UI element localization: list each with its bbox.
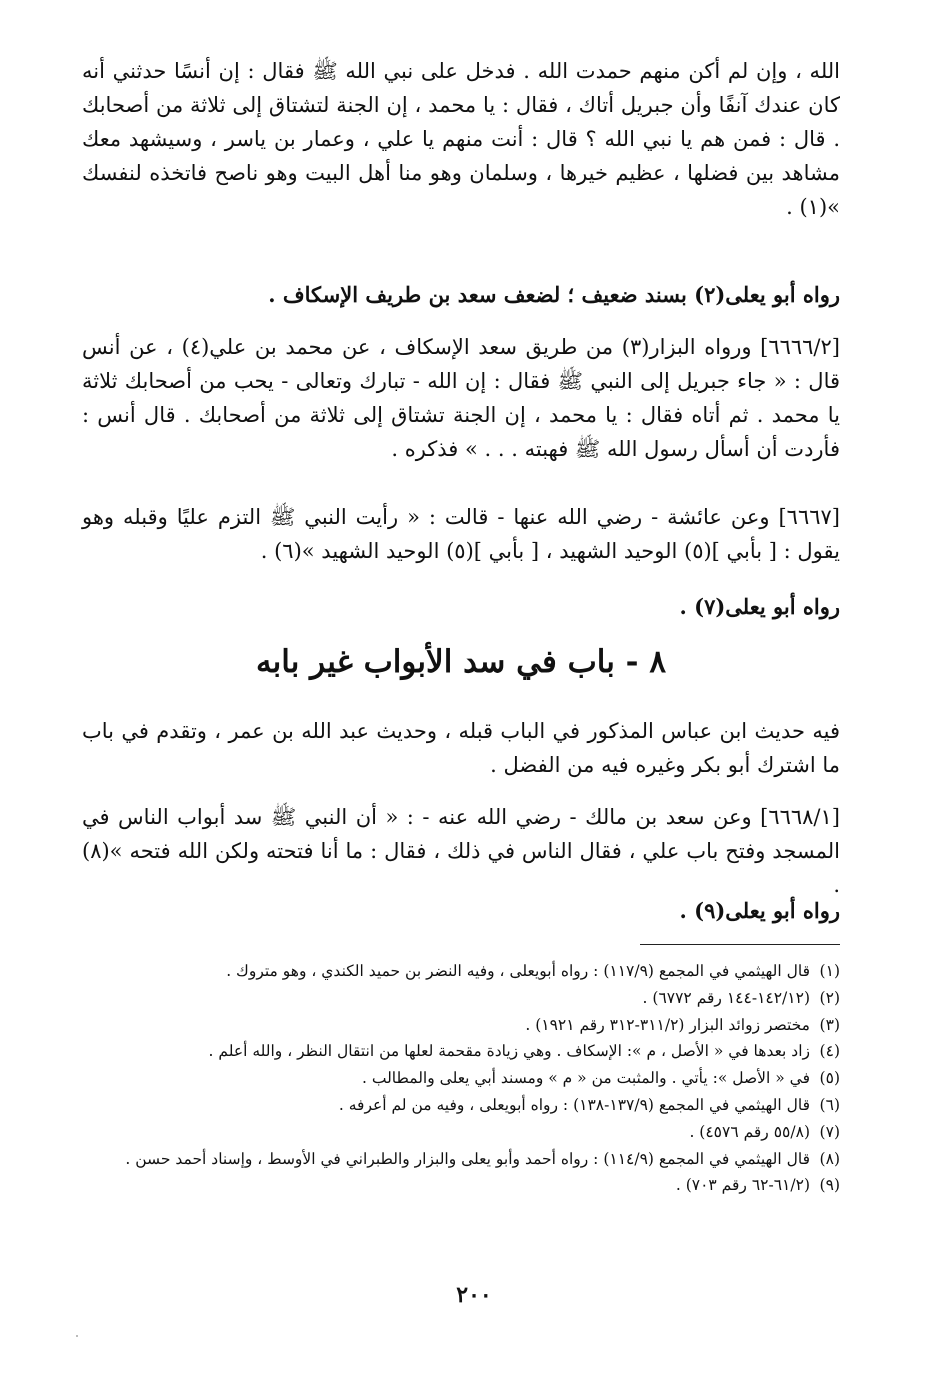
hadith-6667-text: [٦٦٦٧] وعن عائشة - رضي الله عنها - قالت : « رأيت النبي ﷺ التزم عليًا وقبله وهو يقول : [ بأبي ](٥) الوحيد الشهيد ، [ بأبي ](٥) الوحيد الشهيد »(٦) . [82, 505, 840, 563]
footnote-separator [640, 944, 840, 945]
footnote-text: قال الهيثمي في المجمع (١١٧/٩) : رواه أبويعلى ، وفيه النضر بن حميد الكندي ، وهو متروك . [226, 962, 810, 980]
footnote [82, 1065, 840, 1092]
footnote-text: (٦١/٢-٦٢ رقم ٧٠٣) . [675, 1176, 810, 1195]
footnote [82, 1146, 840, 1173]
footnote-number: (٩) [819, 1176, 840, 1195]
intro-text: الله ، وإن لم أكن منهم حمدت الله . فدخل على نبي الله ﷺ فقال : إن أنسًا حدثني أنه كان عندك آنفًا وأن جبريل أتاك ، فقال : يا محمد ، إن الجنة لتشتاق إلى ثلاثة من أصحابك . قال : فمن هم يا نبي الله ؟ قال : أنت منهم يا علي ، وعمار بن ياسر ، وسيشهد معك مشاهد بين فضلها ، عظيم خيرها ، وسلمان وهو منا أهل البيت وهو ناصح فاتخذه لنفسك »(١) . [82, 59, 840, 219]
attribution-1-text: رواه أبو يعلى(٢) بسند ضعيف ؛ لضعف سعد بن طريف الإسكاف . [268, 282, 840, 307]
footnote-text: في « الأصل »: يأتي . والمثبت من « م » ومسند أبي يعلى والمطالب . [362, 1069, 810, 1088]
footnote-number: (٤) [819, 1042, 840, 1061]
footnote-text: (١٤٢/١٢-١٤٤ رقم ٦٧٧٢) . [642, 988, 810, 1007]
hadith-6668-text: [٦٦٦٨/١] وعن سعد بن مالك - رضي الله عنه - : « أن النبي ﷺ سد أبواب الناس في المسجد وفتح باب علي ، فقال الناس في ذلك ، فقال : ما أنا فتحته ولكن الله فتحه »(٨) . [82, 805, 840, 897]
hadith-6666 [82, 330, 840, 466]
footnote-number: (٦) [819, 1095, 840, 1114]
attribution-3-text: رواه أبو يعلى(٩) . [679, 898, 840, 923]
page-number: ٢٠٠ [456, 1282, 492, 1308]
intro-paragraph [82, 54, 840, 224]
footnote [82, 985, 840, 1012]
footnote-number: (١) [819, 962, 840, 980]
footnote [82, 1119, 840, 1146]
footnote [82, 1012, 840, 1039]
footnote-number: (٣) [819, 1015, 840, 1034]
scan-speck [76, 1335, 78, 1337]
chapter-intro-text: فيه حديث ابن عباس المذكور في الباب قبله ، وحديث عبد الله بن عمر ، وتقدم في باب ما اشترك أبو بكر وغيره فيه من الفضل . [82, 719, 840, 777]
footnote [82, 1038, 840, 1065]
footnote [82, 1092, 840, 1119]
footnote [82, 958, 840, 985]
footnote-text: مختصر زوائد البزار (٣١١/٢-٣١٢ رقم ١٩٢١) . [525, 1015, 810, 1034]
footnote-text: (٥٥/٨ رقم ٤٥٧٦) . [689, 1122, 810, 1141]
attribution-3 [82, 894, 840, 928]
footnote-number: (٢) [819, 988, 840, 1007]
attribution-2-text: رواه أبو يعلى(٧) . [679, 594, 840, 619]
footnote-number: (٨) [819, 1149, 840, 1168]
attribution-2 [82, 590, 840, 624]
attribution-1 [82, 278, 840, 312]
footnote-text: قال الهيثمي في المجمع (١٣٧/٩-١٣٨) : رواه أبويعلى ، وفيه من لم أعرفه . [338, 1095, 810, 1114]
chapter-intro [82, 714, 840, 782]
chapter-heading: ٨ - باب في سد الأبواب غير بابه [256, 644, 666, 680]
hadith-6668 [82, 800, 840, 902]
hadith-6667 [82, 500, 840, 568]
footnote-number: (٧) [819, 1122, 840, 1141]
footnote-text: زاد بعدها في « الأصل ، م »: الإسكاف . وهي زيادة مقحمة لعلها من انتقال النظر ، والله أعلم . [208, 1042, 810, 1061]
hadith-6666-text: [٦٦٦٦/٢] ورواه البزار(٣) من طريق سعد الإسكاف ، عن محمد بن علي(٤) ، عن أنس قال : « جاء جبريل إلى النبي ﷺ فقال : إن الله - تبارك وتعالى - يحب من أصحابك ثلاثة يا محمد . ثم أتاه فقال : يا محمد ، إن الجنة تشتاق إلى ثلاثة من أصحابك . قال أنس : فأردت أن أسأل رسول الله ﷺ فهبته . . . » فذكره . [82, 335, 841, 461]
footnote [82, 1172, 840, 1199]
footnote-text: قال الهيثمي في المجمع (١١٤/٩) : رواه أحمد وأبو يعلى والبزار والطبراني في الأوسط ، وإسناد أحمد حسن . [125, 1149, 810, 1168]
footnotes-list [82, 958, 840, 1199]
footnote-number: (٥) [819, 1069, 840, 1088]
